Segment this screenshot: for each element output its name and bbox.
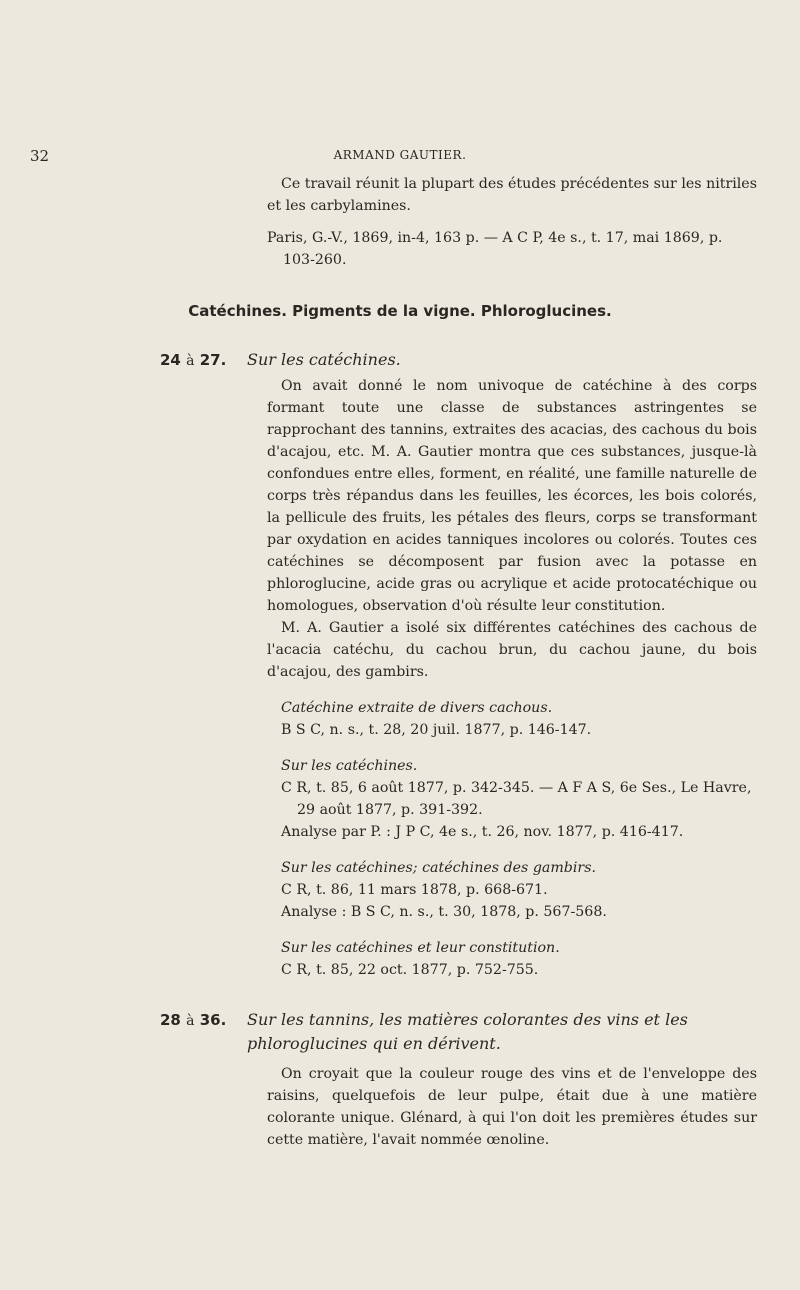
running-title: ARMAND GAUTIER. bbox=[333, 148, 467, 162]
entry-title-2: Sur les tannins, les matières colorantes des vins et les phloroglucines qui en dérivent. bbox=[247, 1010, 688, 1053]
entry1-paragraph-2: M. A. Gautier a isolé six différentes catéchines des cachous de l'acacia catéchu, du cachou brun, du cachou jaune, du bois d'acajou, des gambirs. bbox=[267, 620, 757, 680]
entry1-paragraph-1: On avait donné le nom univoque de catéchine à des corps formant toute une classe de substances astringentes se rapprochant des tannins, extraites des acacias, des cachous du bois d'acajou, etc. M. A. Gautier montra que ces substances, jusque-là confondues entre elles, forment, en réalité, une famille naturelle de corps très répandus dans les feuilles, les écorces, les bois colorés, la pellicule des fruits, les pétales des fleurs, corps se transformant par oxydation en acides tanniques incolores ou colorés. Toutes ces catéchines se décomposent par fusion avec la potasse en phloroglucine, acide gras ou acrylique et acide protocatéchique ou homologues, observation d'où résulte leur constitution. bbox=[267, 378, 757, 614]
sub-reference: C R, t. 85, 22 oct. 1877, p. 752-755. bbox=[281, 962, 539, 978]
sub-title: Catéchine extraite de divers cachous. bbox=[281, 700, 553, 716]
sub-title: Sur les catéchines et leur constitution. bbox=[281, 940, 560, 956]
sub-title: Sur les catéchines. bbox=[281, 758, 418, 774]
sub-reference: C R, t. 86, 11 mars 1878, p. 668-671. bbox=[281, 882, 548, 898]
entry-number-2: 28 à 36. bbox=[160, 1011, 227, 1029]
page-header bbox=[0, 147, 800, 167]
entry2-body bbox=[267, 1063, 757, 1151]
entry2-paragraph-1: On croyait que la couleur rouge des vins et de l'enveloppe des raisins, quelquefois de leur pulpe, était due à une matière colorante unique. Glénard, à qui l'on doit les premières études sur cette matière, l'avait nommée œnoline. bbox=[267, 1066, 757, 1148]
sub-reference: Analyse : B S C, n. s., t. 30, 1878, p. 567-568. bbox=[281, 904, 607, 920]
sub-reference: Analyse par P. : J P C, 4e s., t. 26, nov. 1877, p. 416-417. bbox=[281, 824, 684, 840]
intro-text: Ce travail réunit la plupart des études précédentes sur les nitriles et les carbylamines. bbox=[267, 176, 757, 214]
entry-number-1: 24 à 27. bbox=[160, 351, 227, 369]
sub-reference: C R, t. 85, 6 août 1877, p. 342-345. — A F A S, 6e Ses., Le Havre, 29 août 1877, p. 391-392. bbox=[281, 780, 752, 818]
sub-reference: B S C, n. s., t. 28, 20 juil. 1877, p. 146-147. bbox=[281, 722, 592, 738]
section-title: Catéchines. Pigments de la vigne. Phloroglucines. bbox=[188, 302, 612, 320]
intro-reference: Paris, G.-V., 1869, in-4, 163 p. — A C P, 4e s., t. 17, mai 1869, p. 103-260. bbox=[267, 230, 723, 268]
sub-title: Sur les catéchines; catéchines des gambirs. bbox=[281, 860, 596, 876]
page-number: 32 bbox=[30, 147, 50, 165]
entry1-body bbox=[267, 375, 757, 981]
intro-block bbox=[267, 173, 757, 271]
entry-title-1: Sur les catéchines. bbox=[247, 350, 401, 369]
